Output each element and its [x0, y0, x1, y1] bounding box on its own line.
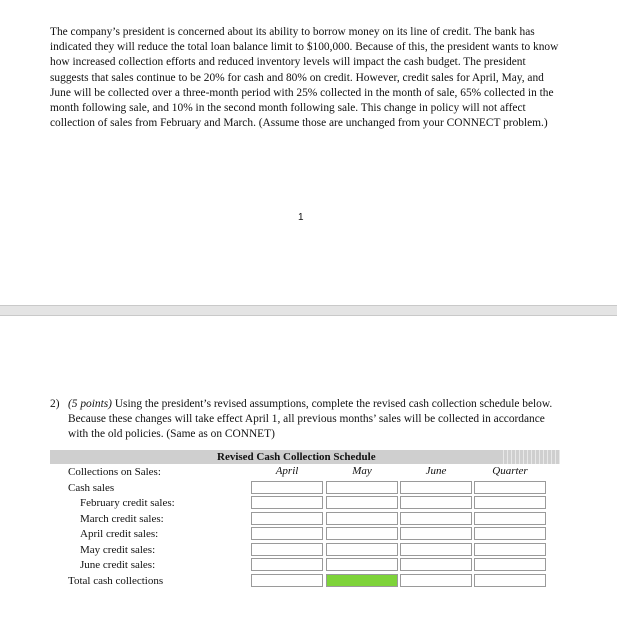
question-points: (5 points) [68, 398, 112, 410]
cell-aprilsales-june[interactable] [400, 527, 472, 540]
cell-february-june[interactable] [400, 496, 472, 509]
cell-cash-quarter[interactable] [474, 481, 546, 494]
cell-junesales-april[interactable] [251, 558, 323, 571]
row-label-may: May credit sales: [80, 544, 156, 556]
page-divider [0, 305, 617, 316]
row-label-april: April credit sales: [80, 528, 159, 540]
question-text-block [68, 397, 565, 443]
column-header-may: May [352, 465, 372, 477]
cell-march-june[interactable] [400, 512, 472, 525]
schedule-title: Revised Cash Collection Schedule [217, 451, 376, 463]
cell-total-quarter[interactable] [474, 574, 546, 587]
cell-aprilsales-april[interactable] [251, 527, 323, 540]
cell-cash-june[interactable] [400, 481, 472, 494]
cell-march-may[interactable] [326, 512, 398, 525]
question-text: Using the president’s revised assumptions, complete the revised cash collection schedule below. Because these changes will take effect April 1, all previous months’ sales will be collected in accordance with the old policies. (Same as on CONNET) [68, 398, 553, 441]
cell-aprilsales-may[interactable] [326, 527, 398, 540]
cell-march-quarter[interactable] [474, 512, 546, 525]
row-label-total: Total cash collections [68, 575, 164, 587]
cell-junesales-may[interactable] [326, 558, 398, 571]
cell-aprilsales-quarter[interactable] [474, 527, 546, 540]
cell-cash-may[interactable] [326, 481, 398, 494]
cell-maysales-june[interactable] [400, 543, 472, 556]
row-label-june: June credit sales: [80, 559, 156, 571]
question-number: 2) [50, 398, 60, 410]
cell-cash-april[interactable] [251, 481, 323, 494]
header-stripes [500, 450, 560, 464]
cell-maysales-quarter[interactable] [474, 543, 546, 556]
page-number: 1 [298, 212, 304, 223]
column-header-april: April [275, 465, 299, 477]
cell-total-april[interactable] [251, 574, 323, 587]
problem-paragraph: The company’s president is concerned about its ability to borrow money on its line of credit. The bank has indicated they will reduce the total loan balance limit to $100,000. Because of this, the president wants to know how increased collection efforts and reduced inventory levels will impact the cash budget. The president suggests that sales continue to be 20% for cash and 80% on credit. However, credit sales for April, May, and June will be collected over a three-month period with 25% collected in the month of sale, 65% collected in the month following sale, and 10% in the second month following sale. This change in policy will not affect collection of sales from February and March. (Assume those are unchanged from your CONNECT problem.) [50, 26, 559, 130]
cell-maysales-may[interactable] [326, 543, 398, 556]
row-label-collections: Collections on Sales: [68, 466, 161, 478]
cell-junesales-quarter[interactable] [474, 558, 546, 571]
row-label-february: February credit sales: [80, 497, 175, 509]
cell-total-june[interactable] [400, 574, 472, 587]
cell-february-may[interactable] [326, 496, 398, 509]
cell-maysales-april[interactable] [251, 543, 323, 556]
row-label-cash-sales: Cash sales [68, 482, 115, 494]
cell-total-may-highlighted[interactable] [326, 574, 398, 587]
question-2 [50, 397, 565, 443]
cell-february-quarter[interactable] [474, 496, 546, 509]
column-header-quarter: Quarter [492, 465, 528, 477]
column-header-june: June [425, 465, 447, 477]
cell-february-april[interactable] [251, 496, 323, 509]
cell-junesales-june[interactable] [400, 558, 472, 571]
cell-march-april[interactable] [251, 512, 323, 525]
row-label-march: March credit sales: [80, 513, 164, 525]
